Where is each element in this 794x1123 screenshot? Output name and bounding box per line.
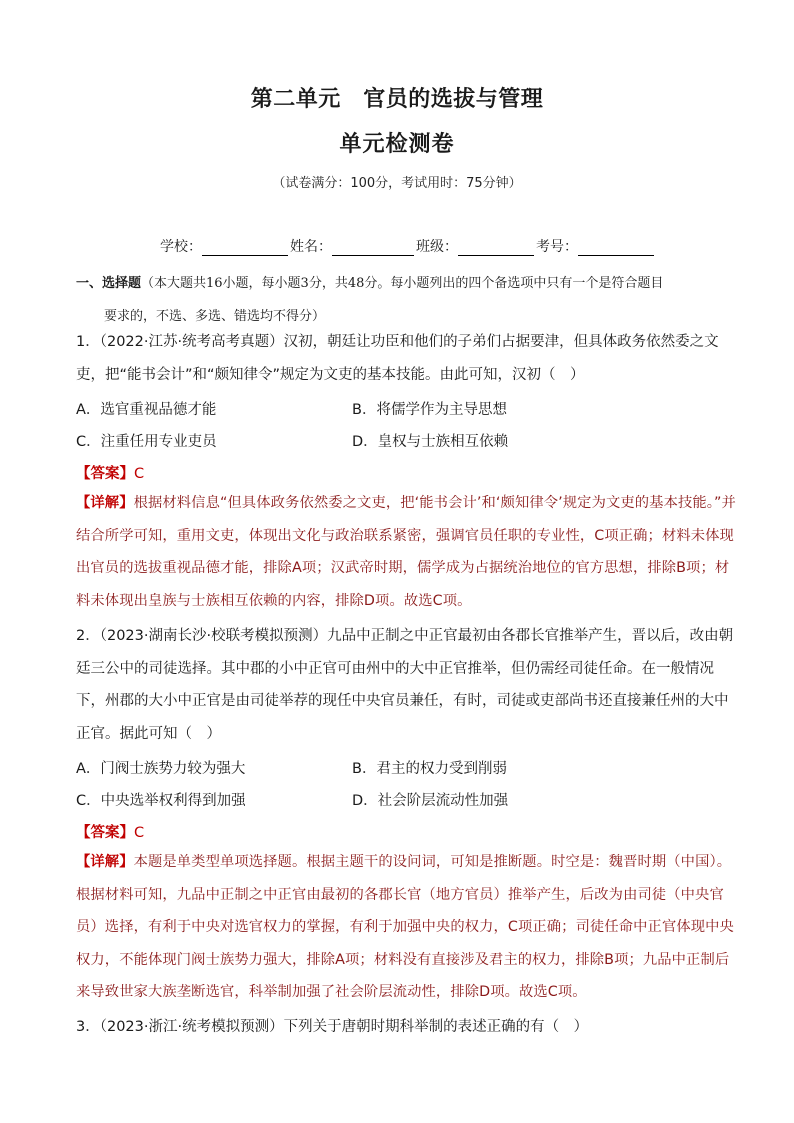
answer-label: 【答案】 bbox=[76, 466, 134, 482]
name-field[interactable] bbox=[332, 241, 414, 256]
answer-label: 【答案】 bbox=[76, 825, 134, 841]
name-label: 姓名： bbox=[290, 239, 332, 255]
question-2-answer bbox=[76, 821, 144, 842]
question-1-option-a[interactable]: A．选官重视品德才能 bbox=[76, 402, 217, 418]
question-1-option-c[interactable]: C．注重任用专业吏员 bbox=[76, 434, 217, 450]
section-header bbox=[76, 267, 736, 333]
question-1-detail bbox=[76, 487, 738, 617]
question-2-option-b[interactable]: B．君主的权力受到削弱 bbox=[352, 761, 507, 777]
class-field[interactable] bbox=[458, 241, 534, 256]
student-info-line bbox=[160, 236, 656, 256]
school-field[interactable] bbox=[202, 241, 288, 256]
number-field[interactable] bbox=[578, 241, 654, 256]
question-2-option-a[interactable]: A．门阀士族势力较为强大 bbox=[76, 761, 246, 777]
school-label: 学校： bbox=[160, 239, 202, 255]
question-2-option-d[interactable]: D．社会阶层流动性加强 bbox=[352, 793, 509, 809]
paper-title: 单元检测卷 bbox=[339, 132, 455, 157]
question-1-option-d[interactable]: D．皇权与士族相互依赖 bbox=[352, 434, 509, 450]
detail-text: 本题是单类型单项选择题。根据主题干的设问词，可知是推断题。时空是：魏晋时期（中国）。根据材料可知，九品中正制之中正官由最初的各郡长官（地方官员）推举产生，后改为由司徒（中央官员）选择，有利于中央对选官权力的掌握，有利于加强中央的权力，C项正确；司徒任命中正官体现中央权力，不能体现门阀士族势力强大，排除A项；材料没有直接涉及君主的权力，排除B项；九品中正制后来导致世家大族垄断选官，科举制加强了社会阶层流动性，排除D项。故选C项。 bbox=[76, 854, 734, 1000]
section-instructions-1: （本大题共16小题，每小题3分，共48分。每小题列出的四个备选项中只有一个是符合题目 bbox=[141, 276, 664, 291]
exam-info: （试卷满分：100分，考试用时：75分钟） bbox=[272, 176, 522, 191]
question-1-option-b[interactable]: B．将儒学作为主导思想 bbox=[352, 402, 507, 418]
question-3-stem: 3．（2023·浙江·统考模拟预测）下列关于唐朝时期科举制的表述正确的有（ ） bbox=[76, 1019, 589, 1035]
question-1-answer bbox=[76, 462, 144, 483]
section-instructions-2: 要求的，不选、多选、错选均不得分） bbox=[104, 309, 326, 324]
question-2-stem: 2．（2023·湖南长沙·校联考模拟预测）九品中正制之中正官最初由各郡长官推举产生，晋以后，改由朝廷三公中的司徒选择。其中郡的小中正官可由州中的大中正官推举，但仍需经司徒任命。在一般情况下，州郡的大小中正官是由司徒举荐的现任中央官员兼任，有时，司徒或吏部尚书还直接兼任州的大中正官。据此可知（ ） bbox=[76, 628, 734, 742]
answer-value: C bbox=[134, 466, 145, 482]
question-2-option-c[interactable]: C．中央选举权利得到加强 bbox=[76, 793, 246, 809]
detail-label: 【详解】 bbox=[76, 854, 134, 870]
answer-value: C bbox=[134, 825, 145, 841]
detail-label: 【详解】 bbox=[76, 495, 134, 511]
number-label: 考号： bbox=[536, 239, 578, 255]
question-2-detail bbox=[76, 846, 738, 1009]
question-1-stem: 1．（2022·江苏·统考高考真题）汉初，朝廷让功臣和他们的子弟们占据要津，但具体政务依然委之文吏，把“能书会计”和“颇知律令”规定为文吏的基本技能。由此可知，汉初（ ） bbox=[76, 334, 719, 383]
unit-title: 第二单元 官员的选拔与管理 bbox=[250, 87, 544, 112]
section-heading: 一、选择题 bbox=[76, 276, 142, 291]
detail-text: 根据材料信息“但具体政务依然委之文吏，把‘能书会计’和‘颇知律令’规定为文吏的基本技能。”并结合所学可知，重用文吏，体现出文化与政治联系紧密，强调官员任职的专业性，C项正确；材料未体现出官员的选拔重视品德才能，排除A项；汉武帝时期，儒学成为占据统治地位的官方思想，排除B项；材料未体现出皇族与士族相互依赖的内容，排除D项。故选C项。 bbox=[76, 495, 736, 609]
class-label: 班级： bbox=[416, 239, 458, 255]
